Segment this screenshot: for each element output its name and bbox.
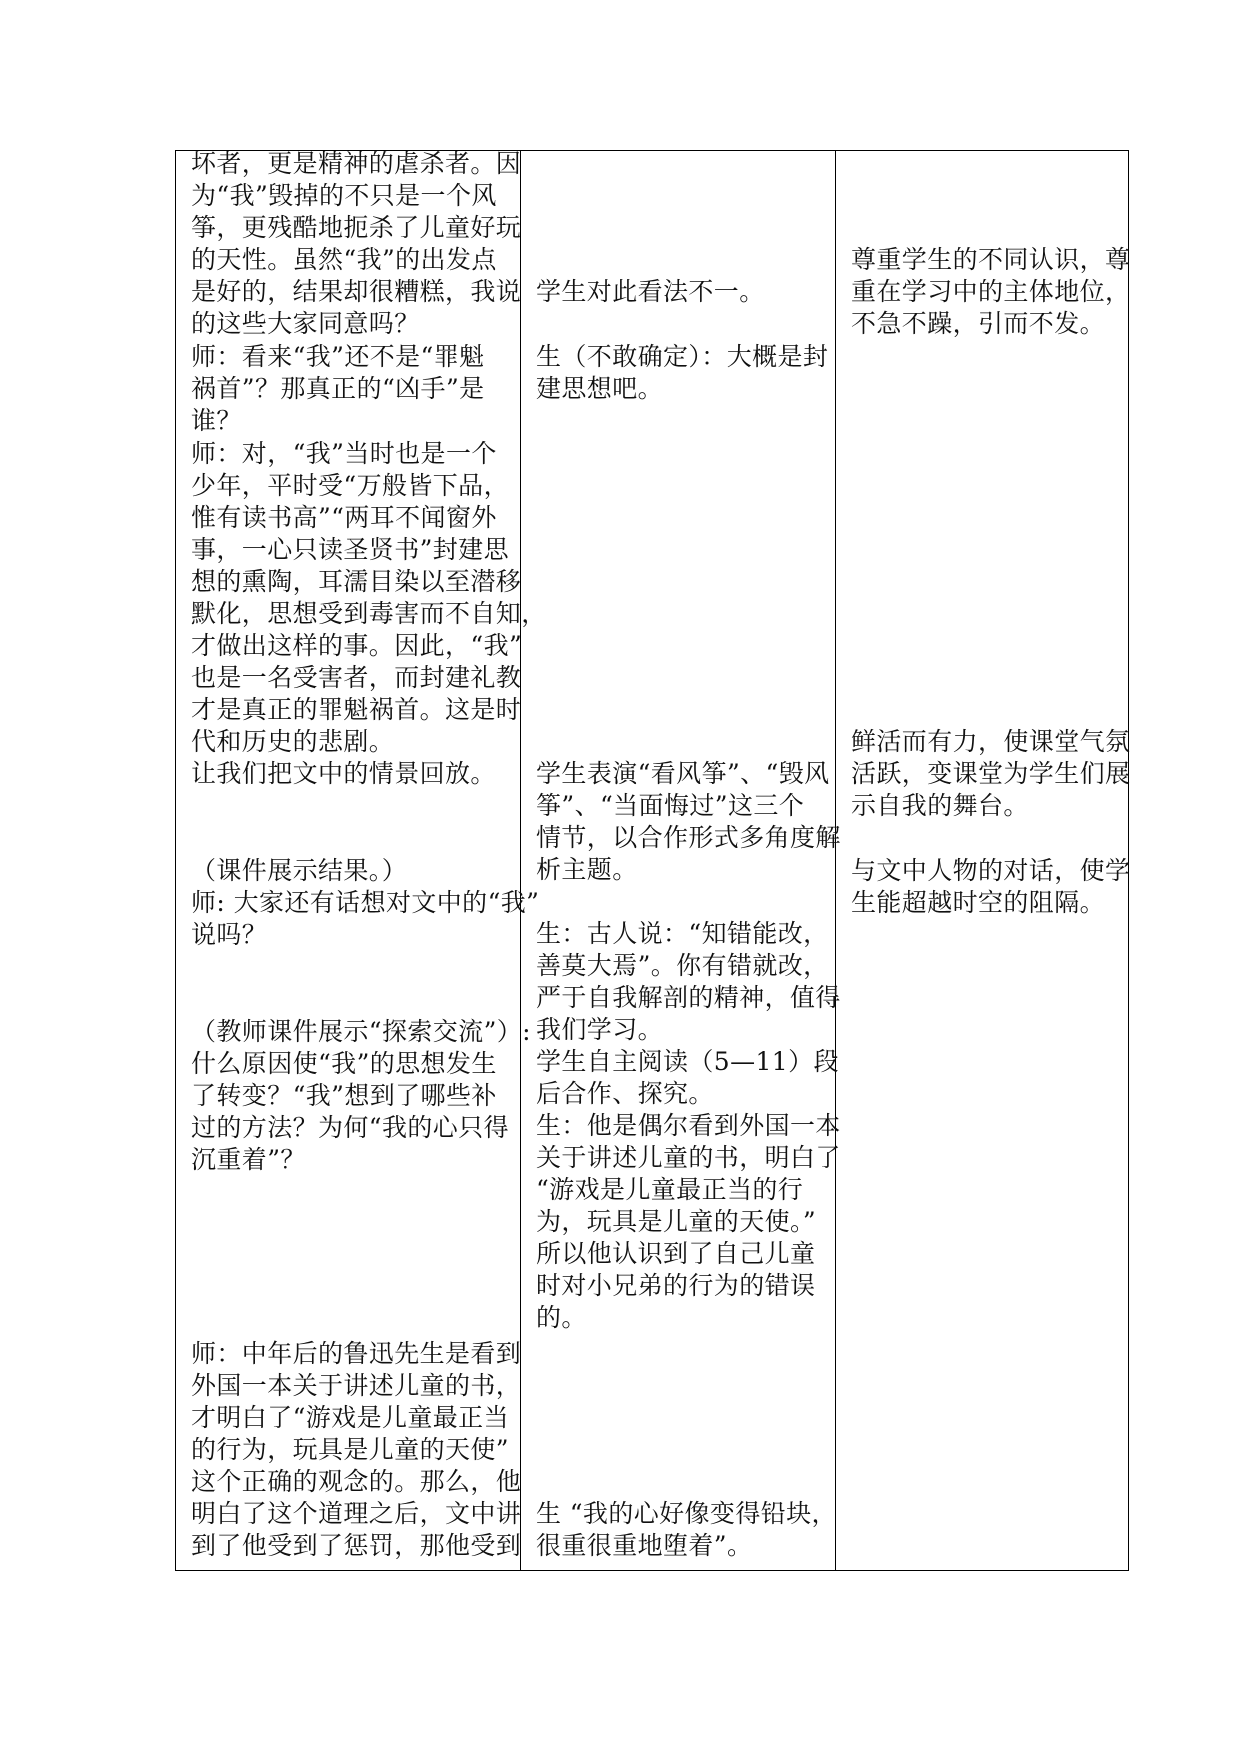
table-cell-line: 尊重学生的不同认识，尊 xyxy=(851,245,1131,274)
table-cell-line: 让我们把文中的情景回放。 xyxy=(191,759,496,788)
table-cell-line: 的行为，玩具是儿童的天使” xyxy=(191,1435,509,1464)
table-cell-line: 外国一本关于讲述儿童的书， xyxy=(191,1371,522,1400)
table-cell-line: 也是一名受害者，而封建礼教 xyxy=(191,663,522,692)
table-cell-line: 生 “我的心好像变得铅块， xyxy=(536,1499,837,1528)
table-cell-line: 我们学习。 xyxy=(536,1015,664,1044)
table-cell-line: 生：他是偶尔看到外国一本 xyxy=(536,1111,841,1140)
table-cell-line: 师：看来“我”还不是“罪魁 xyxy=(191,342,485,371)
table-cell-line: 析主题。 xyxy=(536,855,638,884)
table-cell-line: 惟有读书高”“两耳不闻窗外 xyxy=(191,503,497,532)
table-cell-line: 重在学习中的主体地位， xyxy=(851,277,1131,306)
table-cell-line: 关于讲述儿童的书，明白了 xyxy=(536,1143,841,1172)
table-cell-line: 才明白了“游戏是儿童最正当 xyxy=(191,1403,509,1432)
column-divider xyxy=(835,151,836,1570)
table-cell-line: （课件展示结果。） xyxy=(191,856,408,885)
table-cell-line: 这个正确的观念的。那么，他 xyxy=(191,1467,522,1496)
table-cell-line: 不急不躁，引而不发。 xyxy=(851,309,1106,338)
table-cell-line: 与文中人物的对话，使学 xyxy=(851,856,1131,885)
table-cell-line: 学生对此看法不一。 xyxy=(536,277,765,306)
table-cell-line: 少年，平时受“万般皆下品， xyxy=(191,471,509,500)
table-cell-line: 了转变？“我”想到了哪些补 xyxy=(191,1081,497,1110)
table-cell-line: 生：古人说：“知错能改， xyxy=(536,919,829,948)
table-cell-line: 的天性。虽然“我”的出发点 xyxy=(191,245,497,274)
table-cell-line: 事，一心只读圣贤书”封建思 xyxy=(191,535,509,564)
table-cell-line: 所以他认识到了自己儿童 xyxy=(536,1239,816,1268)
table-cell-line: 建思想吧。 xyxy=(536,374,664,403)
table-cell-line: 默化，思想受到毒害而不自知， xyxy=(191,599,547,628)
table-cell-line: 明白了这个道理之后，文中讲 xyxy=(191,1499,522,1528)
table-cell-line: 师：对，“我”当时也是一个 xyxy=(191,439,497,468)
table-cell-line: “游戏是儿童最正当的行 xyxy=(536,1175,804,1204)
table-cell-line: 谁？ xyxy=(191,406,242,435)
table-cell-line: （教师课件展示“探索交流”）: xyxy=(191,1017,531,1046)
table-cell-line: 学生表演“看风筝”、“毁风 xyxy=(536,759,830,788)
table-cell-line: 生能超越时空的阻隔。 xyxy=(851,888,1106,917)
table-cell-line: 为“我”毁掉的不只是一个风 xyxy=(191,181,497,210)
table-cell-line: 才做出这样的事。因此，“我” xyxy=(191,631,523,660)
table-cell-line: 代和历史的悲剧。 xyxy=(191,727,395,756)
table-cell-line: 筝”、“当面悔过”这三个 xyxy=(536,791,805,820)
table-cell-line: 为，玩具是儿童的天使。” xyxy=(536,1207,817,1236)
table-cell-line: 时对小兄弟的行为的错误 xyxy=(536,1271,816,1300)
table-cell-line: 的这些大家同意吗？ xyxy=(191,309,420,338)
table-cell-line: 师: 大家还有话想对文中的“我” xyxy=(191,888,540,917)
table-cell-line: 筝，更残酷地扼杀了儿童好玩 xyxy=(191,213,522,242)
table-cell-line: 沉重着”？ xyxy=(191,1145,306,1174)
table-cell-line: 到了他受到了惩罚，那他受到 xyxy=(191,1531,522,1560)
table-cell-line: 说吗？ xyxy=(191,920,268,949)
table-cell-line: 严于自我解剖的精神，值得 xyxy=(536,983,841,1012)
table-cell-line: 祸首”？那真正的“凶手”是 xyxy=(191,374,485,403)
table-cell-line: 后合作、探究。 xyxy=(536,1079,714,1108)
table-cell-line: 是好的，结果却很糟糕，我说 xyxy=(191,277,522,306)
table-cell-line: 的。 xyxy=(536,1303,587,1332)
table-cell-line: 很重很重地堕着”。 xyxy=(536,1531,753,1560)
table-cell-line: 坏者，更是精神的虐杀者。因 xyxy=(191,149,522,178)
table-cell-line: 生（不敢确定）：大概是封 xyxy=(536,342,829,371)
table-cell-line: 什么原因使“我”的思想发生 xyxy=(191,1049,497,1078)
table-cell-line: 才是真正的罪魁祸首。这是时 xyxy=(191,695,522,724)
table-cell-line: 师：中年后的鲁迅先生是看到 xyxy=(191,1339,522,1368)
table-cell-line: 鲜活而有力，使课堂气氛 xyxy=(851,727,1131,756)
table-cell-line: 善莫大焉”。你有错就改， xyxy=(536,951,829,980)
table-cell-line: 活跃，变课堂为学生们展 xyxy=(851,759,1131,788)
table-cell-line: 想的熏陶，耳濡目染以至潜移 xyxy=(191,567,522,596)
table-cell-line: 过的方法？为何“我的心只得 xyxy=(191,1113,509,1142)
table-cell-line: 学生自主阅读（5—11）段 xyxy=(536,1047,839,1076)
table-cell-line: 示自我的舞台。 xyxy=(851,791,1029,820)
table-cell-line: 情节，以合作形式多角度解 xyxy=(536,823,841,852)
